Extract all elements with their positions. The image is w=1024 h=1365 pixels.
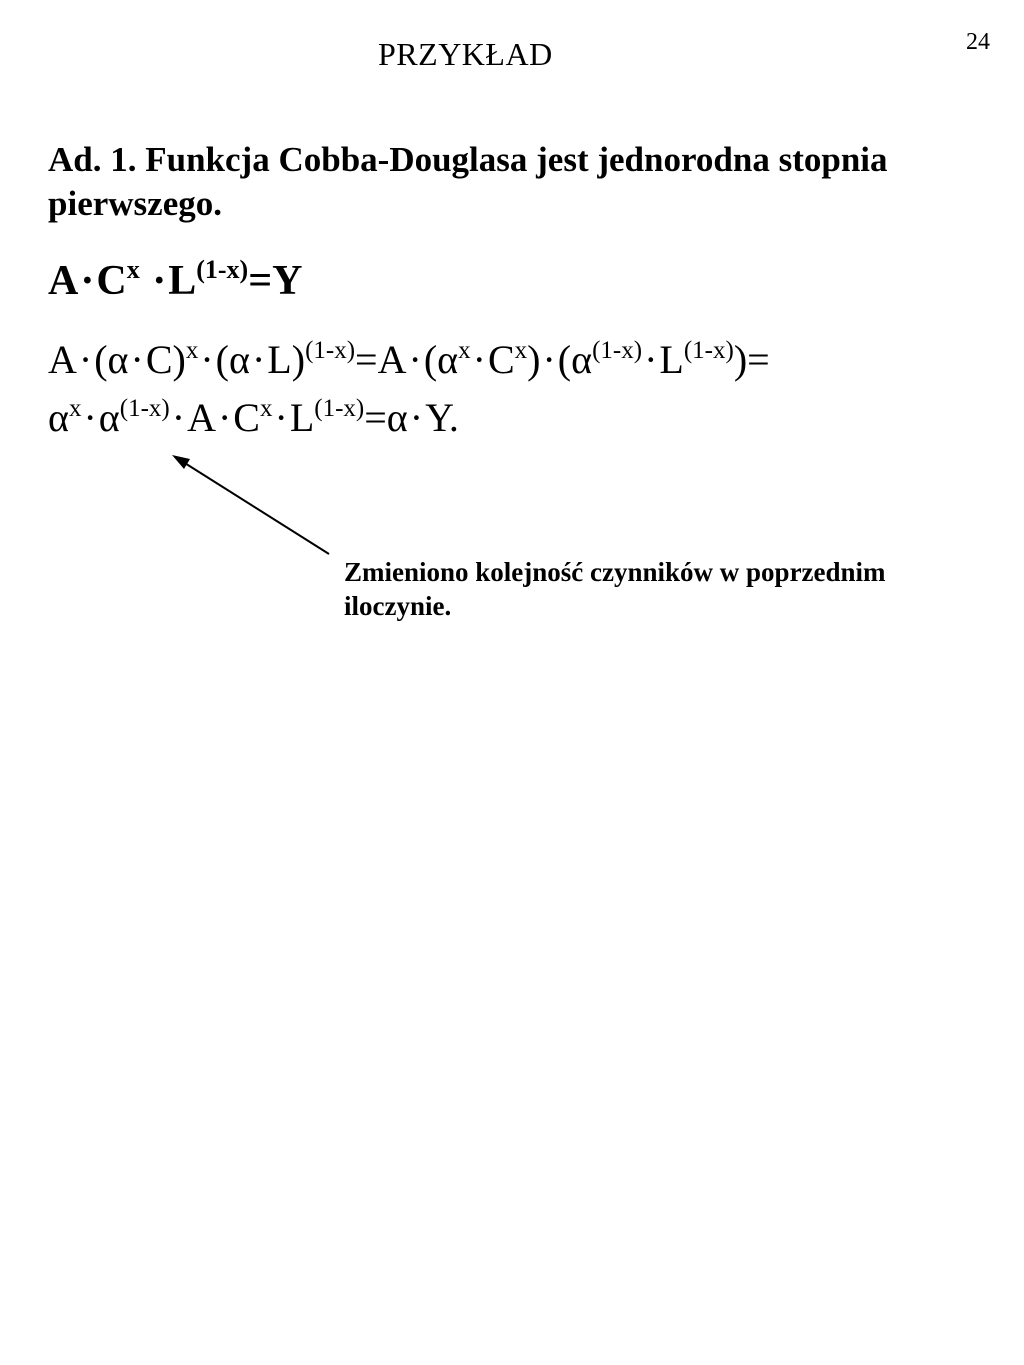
page-number: 24 [966, 29, 990, 55]
formula-term: =Y [248, 258, 303, 304]
formula-dot: · [409, 395, 424, 440]
formula-term: A [48, 337, 77, 382]
formula-dot: · [217, 395, 232, 440]
formula-term: =A [355, 337, 407, 382]
formula-term: ) [527, 337, 541, 382]
formula-alpha: α [48, 395, 69, 440]
formula-dot: · [130, 337, 144, 382]
formula-exponent: x [259, 395, 273, 422]
formula-alpha: α [571, 337, 593, 382]
formula-alpha: α [386, 395, 408, 440]
page-title: PRZYKŁAD [378, 36, 553, 72]
formula-term: L) [267, 337, 306, 382]
formula-dot: · [274, 395, 288, 440]
formula-exponent: (1-x) [592, 337, 643, 364]
formula-alpha: α [437, 337, 459, 382]
formula-exponent: x [185, 337, 199, 364]
formula-dot: · [542, 337, 556, 382]
formula-dot: · [408, 337, 422, 382]
formula-dot: · [171, 395, 186, 440]
formula-term: )= [733, 337, 770, 382]
formula-exponent: (1-x) [305, 337, 356, 364]
formula-term: L [289, 395, 315, 440]
formula-homogeneity-line2 [48, 396, 459, 440]
formula-term: ( [423, 337, 438, 382]
formula-term: C) [145, 337, 186, 382]
formula-dot: · [200, 337, 214, 382]
formula-dot: · [83, 395, 97, 440]
formula-exponent: x [68, 395, 82, 422]
formula-dot: · [80, 258, 95, 304]
formula-dot: · [644, 337, 658, 382]
formula-cobb-douglas [48, 255, 303, 304]
heading: Ad. 1. Funkcja Cobba-Douglasa jest jednorodna stopnia pierwszego. [48, 140, 888, 223]
formula-alpha: α [107, 337, 129, 382]
formula-exponent: x [126, 255, 140, 284]
formula-term: ( [94, 337, 108, 382]
formula-term: ( [557, 337, 572, 382]
annotation-note: Zmieniono kolejność czynników w poprzednim iloczynie. [344, 557, 886, 621]
formula-exponent: (1-x) [196, 255, 249, 284]
formula-alpha: α [98, 395, 120, 440]
formula-term: C [233, 395, 260, 440]
formula-dot: · [472, 337, 486, 382]
formula-exponent: x [514, 337, 528, 364]
formula-term: C [487, 337, 515, 382]
formula-exponent: (1-x) [119, 395, 170, 422]
formula-homogeneity-line1 [48, 338, 770, 382]
formula-dot: · [78, 337, 93, 382]
formula-term: Y. [425, 395, 459, 440]
formula-term: L [659, 337, 684, 382]
formula-term: ( [215, 337, 229, 382]
formula-term: A [187, 395, 216, 440]
formula-term: C [96, 258, 127, 304]
formula-term: L [168, 258, 197, 304]
formula-dot: · [251, 337, 266, 382]
formula-exponent: (1-x) [683, 337, 734, 364]
formula-alpha: α [229, 337, 250, 382]
formula-term: = [364, 395, 387, 440]
formula-dot: · [152, 258, 167, 304]
formula-exponent: x [458, 337, 471, 364]
formula-term: A [48, 258, 79, 304]
formula-exponent: (1-x) [314, 395, 365, 422]
